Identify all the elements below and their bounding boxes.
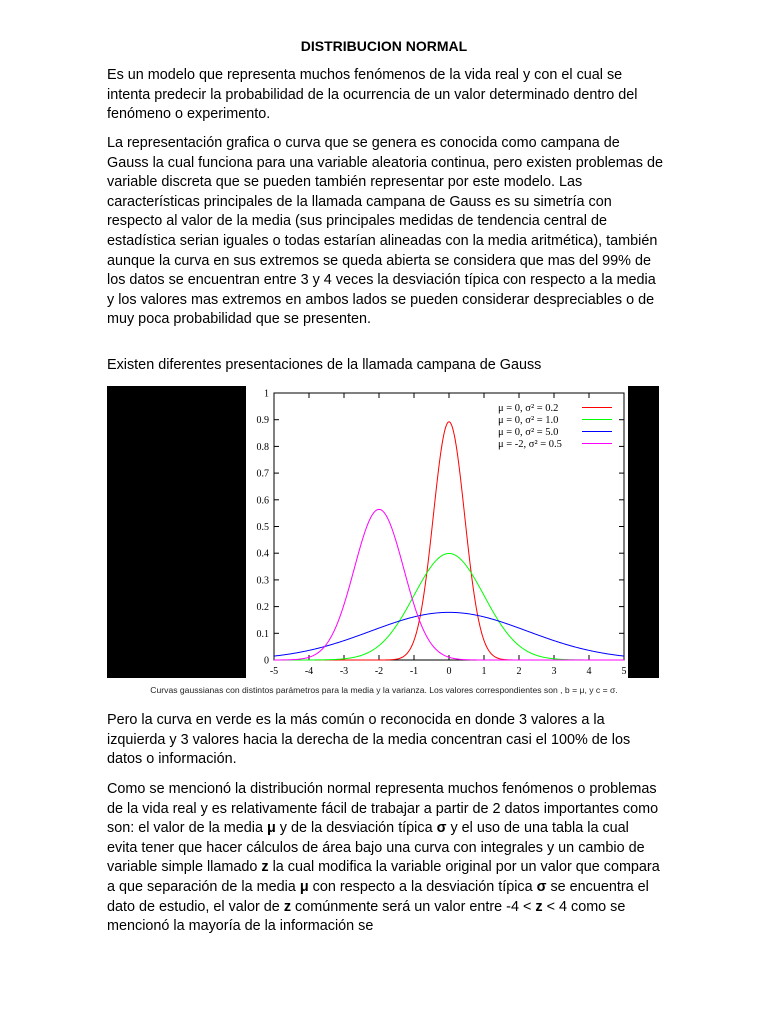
bold-symbol: σ <box>436 820 447 837</box>
x-tick-label: -3 <box>339 666 349 677</box>
paragraph-intro: Es un modelo que representa muchos fenómenos de la vida real y con el cual se intenta predecir la probabilidad de la ocurrencia de un valor determinado dentro del fenómeno o experimento. <box>107 67 638 123</box>
paragraph-gauss-bell: La representación grafica o curva que se genera es conocida como campana de Gauss la cual funciona para una variable aleatoria continua, pero existen problemas de variable discreta que se pueden también representar por este modelo. Las características principales de la llamada campana de Gauss es su simetría con respecto al valor de la media (sus principales medidas de tendencia central de estadística serian iguales o todas estarían alineadas con la media aritmética), también aunque la curva en sus extremos se queda abierta se considera que mas del 99% de los datos se encuentran entre 3 y 4 veces la desviación típica con respecto a la media y los valores mas extremos en ambos lados se pueden considerar despreciables o de muy poca probabilidad que se presenten. <box>107 135 663 328</box>
y-tick-label: 0.6 <box>256 495 269 507</box>
text-run: y el uso de una tabla la cual evita tener que hacer cálculos de área bajo una curva con integrales y un cambio de variable simple llamado <box>107 820 645 876</box>
text-run: Como se mencionó la distribución normal representa muchos fenómenos o problemas de la vida real y es relativamente fácil de trabajar a partir de 2 datos importantes como son: el valor de la media <box>107 781 659 837</box>
x-tick-label: 5 <box>621 666 627 677</box>
text-run: con respecto a la desviación típica <box>308 878 537 895</box>
bold-symbol: z <box>283 898 292 915</box>
x-tick-label: -2 <box>374 666 384 677</box>
y-tick-label: 0.2 <box>256 602 269 614</box>
text-run: y de la desviación típica <box>275 820 437 837</box>
y-tick-label: 0.7 <box>256 468 269 480</box>
bold-symbol: z <box>535 898 543 915</box>
chart-plot-background <box>246 386 628 678</box>
text-run: se encuentra el dato de estudio, el valor de <box>107 878 649 915</box>
legend-label: μ = 0, σ² = 0.2 <box>498 403 559 414</box>
x-tick-label: -1 <box>409 666 419 677</box>
y-tick-label: 0.9 <box>256 415 269 427</box>
y-tick-label: 0 <box>264 655 269 667</box>
legend-label: μ = 0, σ² = 1.0 <box>498 415 559 426</box>
x-tick-label: -4 <box>304 666 314 677</box>
gaussian-figure <box>107 386 659 678</box>
bold-symbol: μ <box>299 878 309 895</box>
y-tick-label: 1 <box>264 388 269 400</box>
x-tick-label: -5 <box>269 666 279 677</box>
y-tick-label: 0.3 <box>256 575 269 587</box>
bold-symbol: σ <box>536 878 547 895</box>
y-tick-label: 0.4 <box>256 548 269 560</box>
gaussian-chart <box>107 386 659 678</box>
y-tick-label: 0.1 <box>256 628 269 640</box>
y-tick-label: 0.8 <box>256 441 269 453</box>
bold-symbol: μ <box>266 820 276 837</box>
paragraph-presentations: Existen diferentes presentaciones de la llamada campana de Gauss <box>107 357 542 373</box>
bold-symbol: z <box>261 859 269 876</box>
page-title: DISTRIBUCION NORMAL <box>300 38 468 54</box>
paragraph-normal-usage <box>107 780 663 937</box>
text-run: la cual modifica la variable original por un valor que compara a que separación de la media <box>107 859 660 895</box>
x-tick-label: 1 <box>481 666 487 677</box>
legend-label: μ = -2, σ² = 0.5 <box>498 439 562 450</box>
x-tick-label: 0 <box>446 666 452 677</box>
y-tick-label: 0.5 <box>256 522 269 533</box>
figure-caption: Curvas gaussianas con distintos parámetros para la media y la varianza. Los valores correspondientes son , b = μ, y c = σ. <box>150 685 618 695</box>
x-tick-label: 2 <box>516 666 522 677</box>
text-run: comúnmente será un valor entre -4 < <box>291 898 536 915</box>
x-tick-label: 4 <box>586 666 592 677</box>
paragraph-green-curve: Pero la curva en verde es la más común o reconocida en donde 3 valores a la izquierda y 3 valores hacia la derecha de la media concentran casi el 100% de los datos o información. <box>107 712 631 768</box>
legend-label: μ = 0, σ² = 5.0 <box>498 427 559 438</box>
text-run: < 4 como se mencionó la mayoría de la información se <box>107 898 626 935</box>
x-tick-label: 3 <box>551 666 557 677</box>
